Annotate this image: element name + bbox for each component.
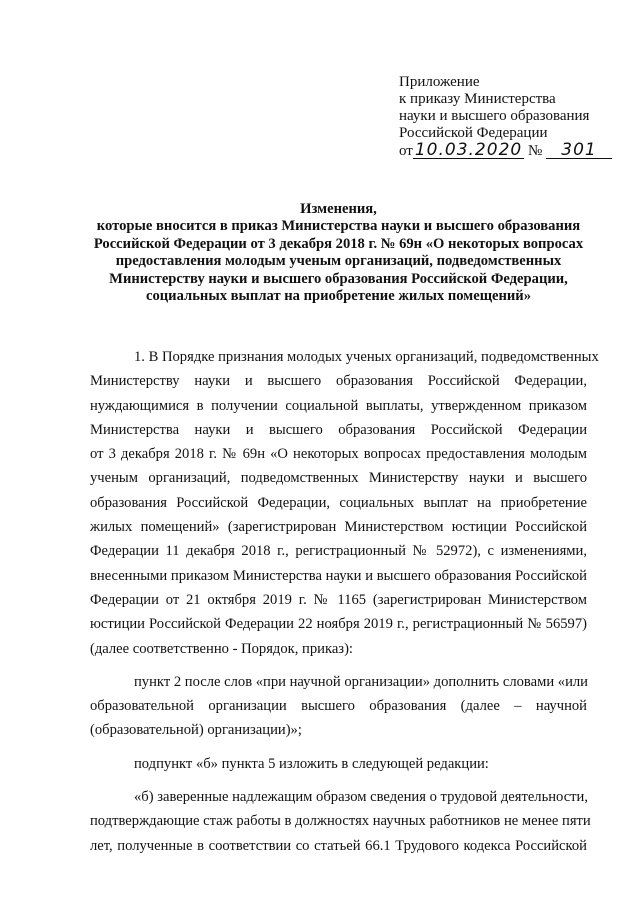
handwritten-number: 301 (546, 142, 612, 159)
appendix-header (399, 74, 599, 160)
document-title (90, 201, 587, 305)
body-line: образования Российской Федерации, социальных выплат на приобретение (90, 494, 587, 511)
date-prefix: от (399, 143, 413, 159)
body-line: жилых помещений» (зарегистрирован Министерством юстиции Российской (90, 519, 587, 536)
body-line: внесенными приказом Министерства науки и высшего образования Российской (90, 567, 587, 584)
body-line: пункт 2 после слов «при научной организации» дополнить словами «или (134, 673, 588, 690)
title-line: социальных выплат на приобретение жилых помещений» (145, 288, 532, 305)
body-line: 1. В Порядке признания молодых ученых организаций, подведомственных (134, 349, 599, 365)
paragraph-1 (90, 345, 599, 661)
body-line: юстиции Российской Федерации 22 ноября 2019 г., регистрационный № 56597) (90, 616, 587, 633)
title-line: Российской Федерации от 3 декабря 2018 г. № 69н «О некоторых вопросах (93, 235, 584, 252)
appendix-line: науки и высшего образования (399, 108, 590, 124)
body-line: Федерации от 21 октября 2019 г. № 1165 (зарегистрирован Министерством (90, 591, 587, 608)
body-line: ученым организаций, подведомственных Министерству науки и высшего (90, 470, 587, 487)
paragraph-3 (90, 752, 587, 776)
body-line: подпункт «б» пункта 5 изложить в следующей редакции: (134, 755, 489, 772)
paragraph-4 (90, 785, 591, 858)
document-body (90, 345, 599, 867)
body-line: (образовательной) организации)»; (90, 722, 302, 739)
title-line: Изменения, (300, 201, 377, 217)
body-line: лет, полученные в соответствии со статьей 66.1 Трудового кодекса Российской (90, 837, 587, 854)
body-line: образовательной организации высшего образования (далее – научной (90, 698, 587, 715)
appendix-date-line (399, 142, 599, 160)
appendix-line: Российской Федерации (399, 125, 548, 141)
body-line: от 3 декабря 2018 г. № 69н «О некоторых вопросах предоставления молодым (90, 446, 587, 463)
body-line: Министерства науки и высшего образования Российской Федерации (90, 421, 587, 438)
title-line: которые вносится в приказ Министерства науки и высшего образования (96, 218, 581, 235)
body-line: «б) заверенные надлежащим образом сведения о трудовой деятельности, (134, 789, 589, 806)
appendix-line: Приложение (399, 74, 480, 90)
appendix-line: к приказу Министерства (399, 91, 556, 107)
number-prefix: № (527, 143, 543, 159)
body-line: Федерации 11 декабря 2018 г., регистрационный № 52972), с изменениями, (90, 543, 587, 560)
body-line: нуждающимися в получении социальной выплаты, утвержденном приказом (90, 397, 587, 414)
body-line: подтверждающие стаж работы в должностях научных работников не менее пяти (90, 813, 591, 830)
title-line: предоставления молодым ученым организаций, подведомственных (115, 253, 562, 270)
handwritten-date: 10.03.2020 (414, 140, 523, 160)
title-line: Министерству науки и высшего образования Российской Федерации, (109, 270, 568, 287)
body-line: (далее соответственно - Порядок, приказ): (90, 640, 353, 657)
body-line: Министерству науки и высшего образования Российской Федерации, (90, 373, 587, 390)
paragraph-2 (90, 670, 587, 743)
